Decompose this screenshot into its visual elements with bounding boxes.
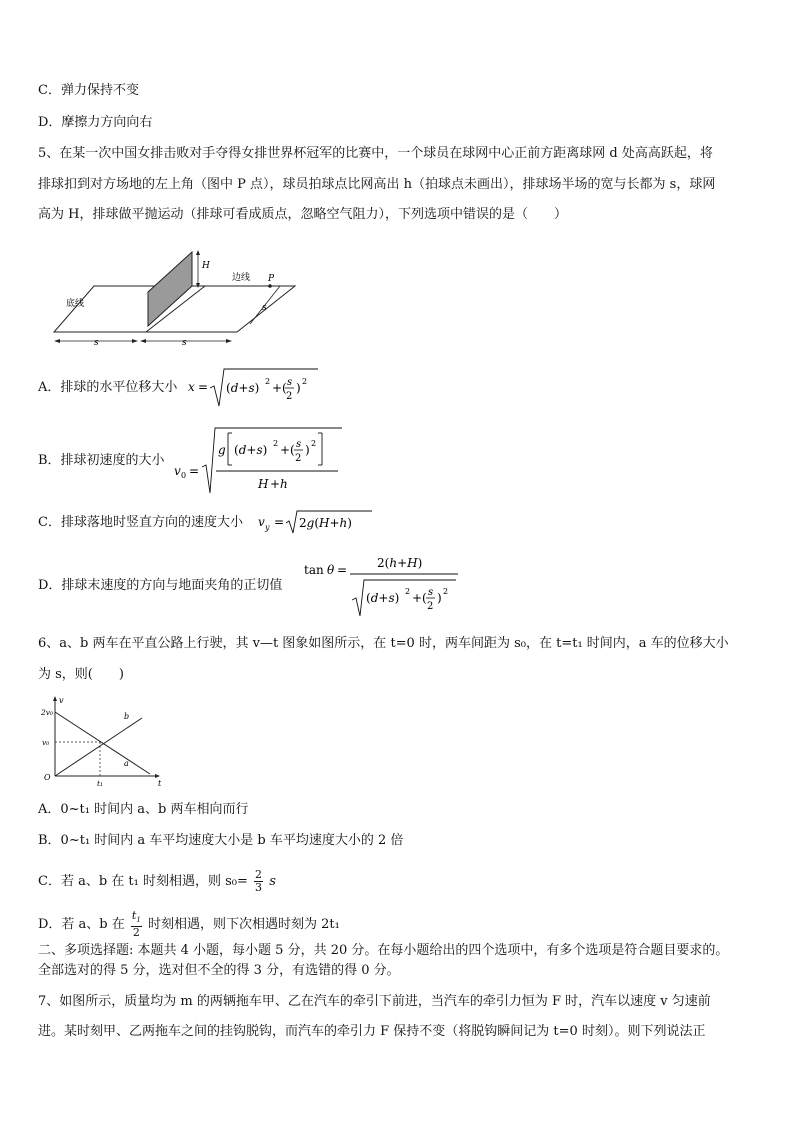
q5-option-c-formula [256, 508, 376, 536]
svg-text:θ: θ [327, 563, 335, 577]
svg-text:=: = [337, 563, 348, 577]
svg-text:2: 2 [295, 453, 302, 464]
volleyball-court-figure [52, 244, 312, 352]
svg-text:g: g [218, 443, 226, 457]
q6-stem-line-2: 为 s，则( ) [38, 667, 124, 682]
svg-text:2(h+H): 2(h+H) [377, 556, 423, 570]
bottom-left-s-label: s [94, 338, 99, 348]
q6-option-c [38, 869, 276, 894]
svg-text:+(: +( [280, 443, 295, 457]
q6-stem-line-1: 6、a、b 两车在平直公路上行驶，其 v—t 图象如图所示，在 t=0 时，两车间距为 s₀，在 t=t₁ 时间内，a 车的位移大小 [38, 636, 729, 651]
q6-option-d [38, 910, 340, 939]
q4-option-d: D．摩擦力方向向右 [38, 115, 153, 130]
q5-option-d: D．排球末速度的方向与地面夹角的正切值 [38, 578, 283, 593]
section-2-line-2: 全部选对的得 5 分，选对但不全的得 3 分，有选错的得 0 分。 [38, 963, 400, 978]
svg-text:(d+s): (d+s) [366, 591, 400, 605]
q6-option-d-suffix: 时刻相遇，则下次相遇时刻为 2t₁ [147, 917, 340, 933]
baseline-label: 底线 [66, 299, 85, 309]
svg-text:2: 2 [273, 439, 279, 448]
q6-option-a: A．0~t₁ 时间内 a、b 两车相向而行 [38, 802, 249, 817]
vt-graph [38, 694, 168, 794]
svg-text:0: 0 [181, 471, 187, 480]
q6-option-c-suffix: s [269, 874, 276, 889]
t-axis-label: t [158, 779, 162, 788]
q7-line-2: 进。某时刻甲、乙两拖车之间的挂钩脱钩，而汽车的牵引力 F 保持不变（将脱钩瞬间记为 t=0 时刻）。则下列说法正 [38, 1024, 706, 1039]
origin-label: O [44, 773, 51, 782]
svg-text:2: 2 [311, 439, 317, 448]
bottom-right-s-label: s [182, 338, 187, 348]
svg-text:H: H [258, 477, 269, 491]
q5-option-b: B．排球初速度的大小 [38, 453, 165, 468]
svg-text:2: 2 [443, 587, 449, 596]
v0-label: v₀ [42, 738, 50, 747]
point-p-marker [268, 284, 272, 288]
svg-text:(d+s): (d+s) [234, 443, 268, 457]
svg-text:2: 2 [265, 377, 271, 386]
q5-option-a-formula [186, 366, 326, 410]
svg-text:v: v [258, 515, 265, 529]
q5-option-d-formula [302, 550, 462, 620]
svg-text:): ) [305, 443, 310, 457]
section-2-line-1: 二、多项选择题: 本题共 4 小题，每小题 5 分，共 20 分。在每小题给出的四个选项中，有多个选项是符合题目要求的。 [38, 943, 729, 958]
svg-text:2: 2 [286, 391, 293, 402]
q5-stem-line-1: 5、在某一次中国女排击败对手夺得女排世界杯冠军的比赛中，一个球员在球网中心正前方距离球网 d 处高高跃起，将 [38, 146, 713, 161]
svg-text:s: s [287, 377, 293, 388]
svg-text:s: s [296, 439, 302, 450]
q5-option-c: C．排球落地时竖直方向的速度大小 [38, 515, 243, 530]
svg-text:2: 2 [427, 601, 434, 612]
svg-text:+: + [270, 477, 281, 491]
q5-option-a: A．排球的水平位移大小 [38, 380, 178, 395]
net-height-label: H [202, 261, 210, 271]
svg-text:x: x [188, 380, 195, 394]
svg-text:s: s [428, 587, 434, 598]
svg-text:=: = [198, 380, 209, 394]
q5-stem-line-3: 高为 H，排球做平抛运动（排球可看成质点，忽略空气阻力），下列选项中错误的是（ ） [38, 207, 567, 222]
svg-text:2g(H+h): 2g(H+h) [299, 516, 352, 530]
right-s-label: s [262, 303, 267, 313]
svg-text:=: = [274, 515, 285, 529]
svg-text:): ) [296, 381, 301, 395]
q7-line-1: 7、如图所示，质量均为 m 的两辆拖车甲、乙在汽车的牵引下前进，当汽车的牵引力恒为 F 时，汽车以速度 v 匀速前 [38, 994, 711, 1009]
svg-text:): ) [437, 591, 442, 605]
svg-text:h: h [280, 477, 288, 491]
svg-text:+(: +( [412, 591, 427, 605]
svg-text:v: v [174, 464, 181, 478]
svg-text:2: 2 [302, 377, 308, 386]
fraction-two-thirds: $\frac{2}{3}$ [255, 868, 263, 894]
fraction-t1-over-2: $\frac{t_1}{2}$ [131, 909, 141, 940]
q5-option-b-formula [172, 425, 347, 497]
svg-text:(d+s): (d+s) [226, 381, 260, 395]
q6-option-b: B．0~t₁ 时间内 a 车平均速度大小是 b 车平均速度大小的 2 倍 [38, 833, 404, 848]
q5-stem-line-2: 排球扣到对方场地的左上角（图中 P 点），球员拍球点比网高出 h（拍球点未画出），排球场半场的宽与长都为 s，球网 [38, 177, 716, 192]
q6-option-d-text: D．若 a、b 在 [38, 917, 125, 933]
sideline-label: 边线 [232, 273, 251, 283]
line-a [55, 712, 150, 774]
v-axis-label: v [59, 696, 64, 705]
line-a-label: a [124, 759, 129, 768]
2v0-label: 2v₀ [41, 708, 54, 717]
line-b-label: b [124, 712, 130, 721]
t1-label: t₁ [97, 779, 104, 788]
q6-option-c-text: C．若 a、b 在 t₁ 时刻相遇，则 s₀= [38, 874, 248, 889]
svg-text:tan: tan [304, 563, 324, 577]
svg-text:=: = [189, 464, 200, 478]
line-b [55, 718, 142, 776]
point-p-label: P [268, 274, 275, 284]
svg-text:2: 2 [405, 587, 411, 596]
q4-option-c: C．弹力保持不变 [38, 83, 139, 98]
svg-text:y: y [265, 523, 270, 532]
svg-text:+(: +( [272, 381, 287, 395]
